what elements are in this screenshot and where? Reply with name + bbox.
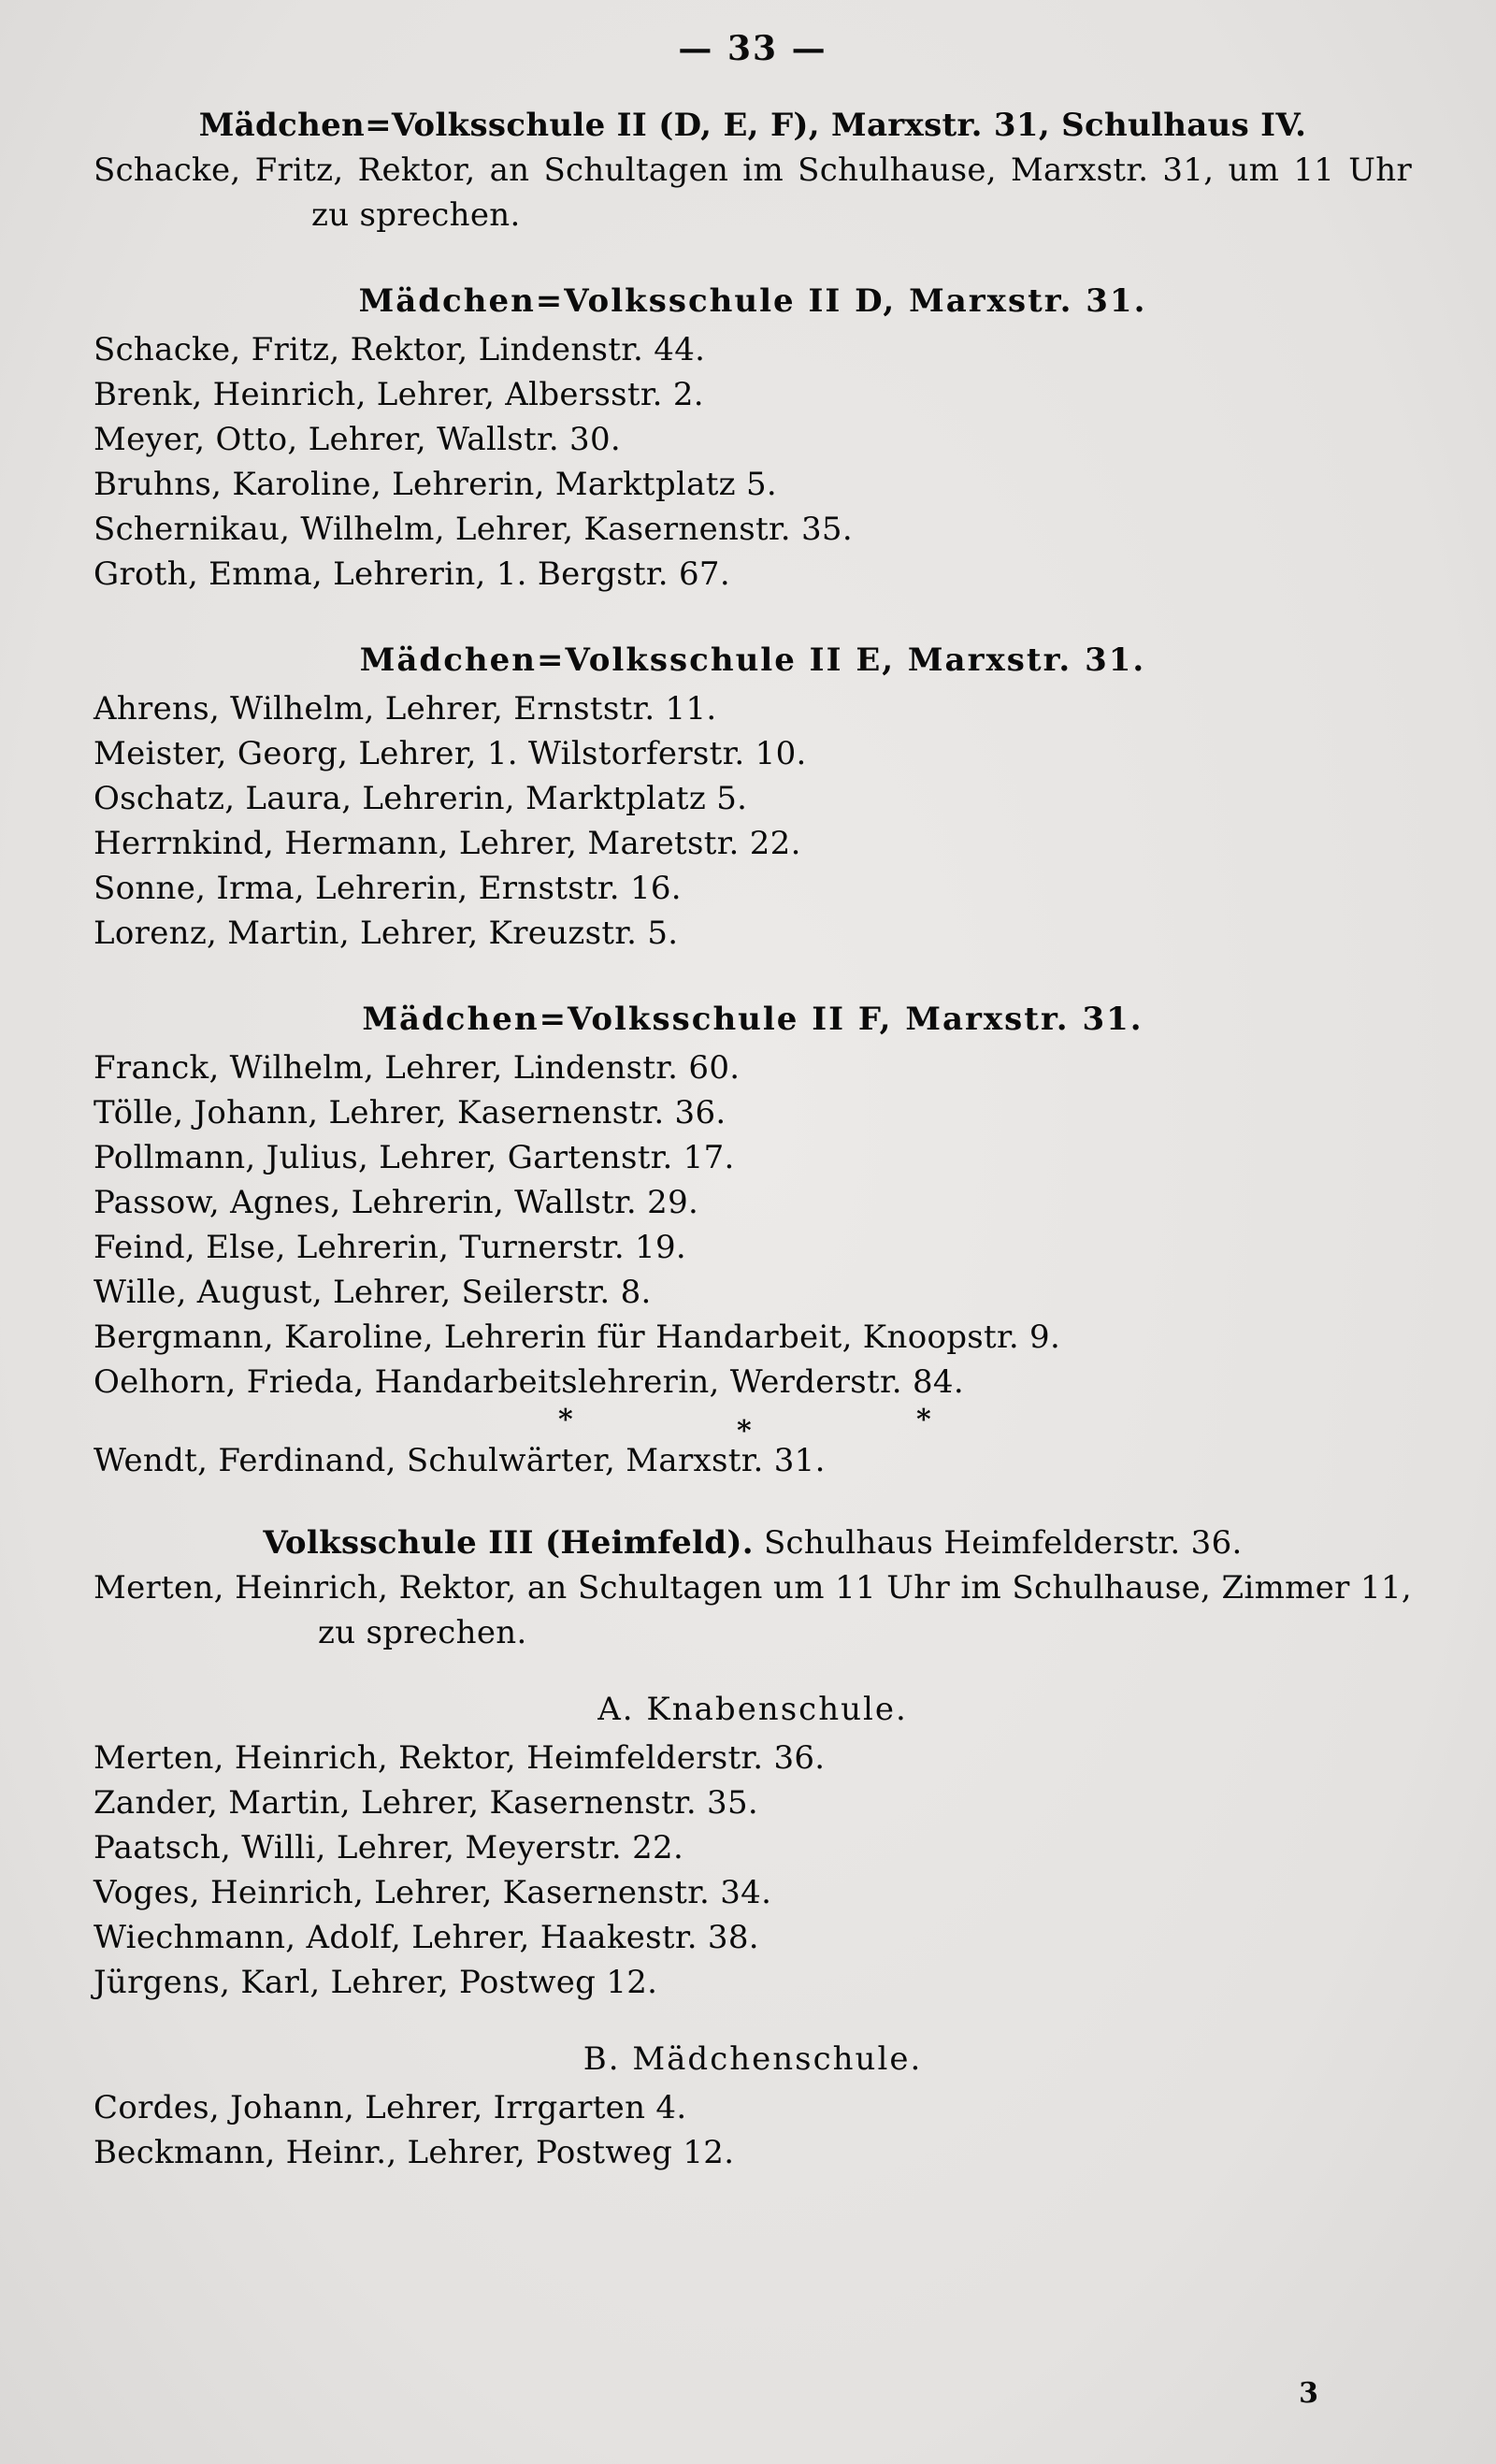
signature-number: 3 (1299, 2377, 1318, 2410)
list-item: Groth, Emma, Lehrerin, 1. Bergstr. 67. (94, 555, 730, 593)
section-heading (94, 1520, 1412, 1565)
list-item: Feind, Else, Lehrerin, Turnerstr. 19. (94, 1229, 687, 1266)
list-item: Ahrens, Wilhelm, Lehrer, Ernststr. 11. (94, 690, 717, 728)
list-item: Merten, Heinrich, Rektor, an Schultagen um 11 Uhr im Schulhause, Zimmer 11, zu sprechen. (94, 1569, 1412, 1651)
list-item: Oelhorn, Frieda, Handarbeitslehrerin, Werderstr. 84. (94, 1363, 964, 1401)
section-heading: B. Mädchenschule. (583, 2040, 923, 2078)
asterisk: * (737, 1415, 752, 1448)
list-item: Schacke, Fritz, Rektor, an Schultagen im Schulhause, Marxstr. 31, um 11 Uhr zu sprechen. (94, 151, 1412, 234)
list-item: Meister, Georg, Lehrer, 1. Wilstorferstr. 10. (94, 735, 807, 772)
list-item: Wiechmann, Adolf, Lehrer, Haakestr. 38. (94, 1919, 759, 1956)
list-item: Tölle, Johann, Lehrer, Kasernenstr. 36. (94, 1094, 726, 1131)
section-heading: Mädchen=Volksschule II F, Marxstr. 31. (362, 1001, 1144, 1038)
list-item: Merten, Heinrich, Rektor, Heimfelderstr. 36. (94, 1739, 826, 1777)
section-volksschule-iii (94, 1520, 1412, 1655)
list-item: Zander, Martin, Lehrer, Kasernenstr. 35. (94, 1784, 759, 1822)
section-heading-rest: Schulhaus Heimfelderstr. 36. (763, 1524, 1243, 1562)
page-content (94, 26, 1412, 2175)
list-item: Beckmann, Heinr., Lehrer, Postweg 12. (94, 2134, 735, 2171)
asterisk: * (558, 1404, 573, 1436)
asterisk: * (916, 1404, 931, 1436)
section-heading: Mädchen=Volksschule II (D, E, F), Marxstr. 31, Schulhaus IV. (198, 107, 1307, 144)
list-item: Sonne, Irma, Lehrerin, Ernststr. 16. (94, 870, 682, 907)
list-item: Wille, August, Lehrer, Seilerstr. 8. (94, 1274, 652, 1311)
section-heading-bold: Volksschule III (Heimfeld). (263, 1524, 754, 1562)
list-item: Lorenz, Martin, Lehrer, Kreuzstr. 5. (94, 915, 679, 952)
list-item: Bergmann, Karoline, Lehrerin für Handarbeit, Knoopstr. 9. (94, 1318, 1061, 1356)
list-item: Brenk, Heinrich, Lehrer, Albersstr. 2. (94, 376, 704, 413)
list-item: Schernikau, Wilhelm, Lehrer, Kasernenstr. 35. (94, 511, 853, 548)
asterisk-divider (94, 1404, 1412, 1448)
section-heading: A. Knabenschule. (597, 1691, 908, 1728)
section-heading: Mädchen=Volksschule II D, Marxstr. 31. (358, 282, 1147, 320)
list-item: Meyer, Otto, Lehrer, Wallstr. 30. (94, 421, 622, 458)
list-item: Bruhns, Karoline, Lehrerin, Marktplatz 5. (94, 466, 778, 503)
list-item: Herrnkind, Hermann, Lehrer, Maretstr. 22. (94, 825, 801, 862)
page-number: — 33 — (678, 29, 827, 68)
section-heading: Mädchen=Volksschule II E, Marxstr. 31. (359, 641, 1146, 679)
list-item: Schacke, Fritz, Rektor, Lindenstr. 44. (94, 331, 706, 368)
list-item: Wendt, Ferdinand, Schulwärter, Marxstr. 31. (94, 1442, 826, 1479)
list-item: Voges, Heinrich, Lehrer, Kasernenstr. 34. (94, 1874, 772, 1911)
list-item: Jürgens, Karl, Lehrer, Postweg 12. (94, 1964, 658, 2001)
section-maedchen-volksschule-ii-f (94, 997, 1412, 1483)
section-knabenschule (94, 1687, 1412, 2005)
list-item: Oschatz, Laura, Lehrerin, Marktplatz 5. (94, 780, 748, 817)
list-item: Cordes, Johann, Lehrer, Irrgarten 4. (94, 2089, 687, 2126)
section-maedchenschule (94, 2037, 1412, 2175)
section-maedchen-volksschule-ii (94, 103, 1412, 238)
section-maedchen-volksschule-ii-e (94, 638, 1412, 956)
section-maedchen-volksschule-ii-d (94, 279, 1412, 597)
list-item: Passow, Agnes, Lehrerin, Wallstr. 29. (94, 1184, 699, 1221)
list-item: Pollmann, Julius, Lehrer, Gartenstr. 17. (94, 1139, 735, 1176)
list-item: Franck, Wilhelm, Lehrer, Lindenstr. 60. (94, 1049, 741, 1087)
list-item: Paatsch, Willi, Lehrer, Meyerstr. 22. (94, 1829, 684, 1866)
